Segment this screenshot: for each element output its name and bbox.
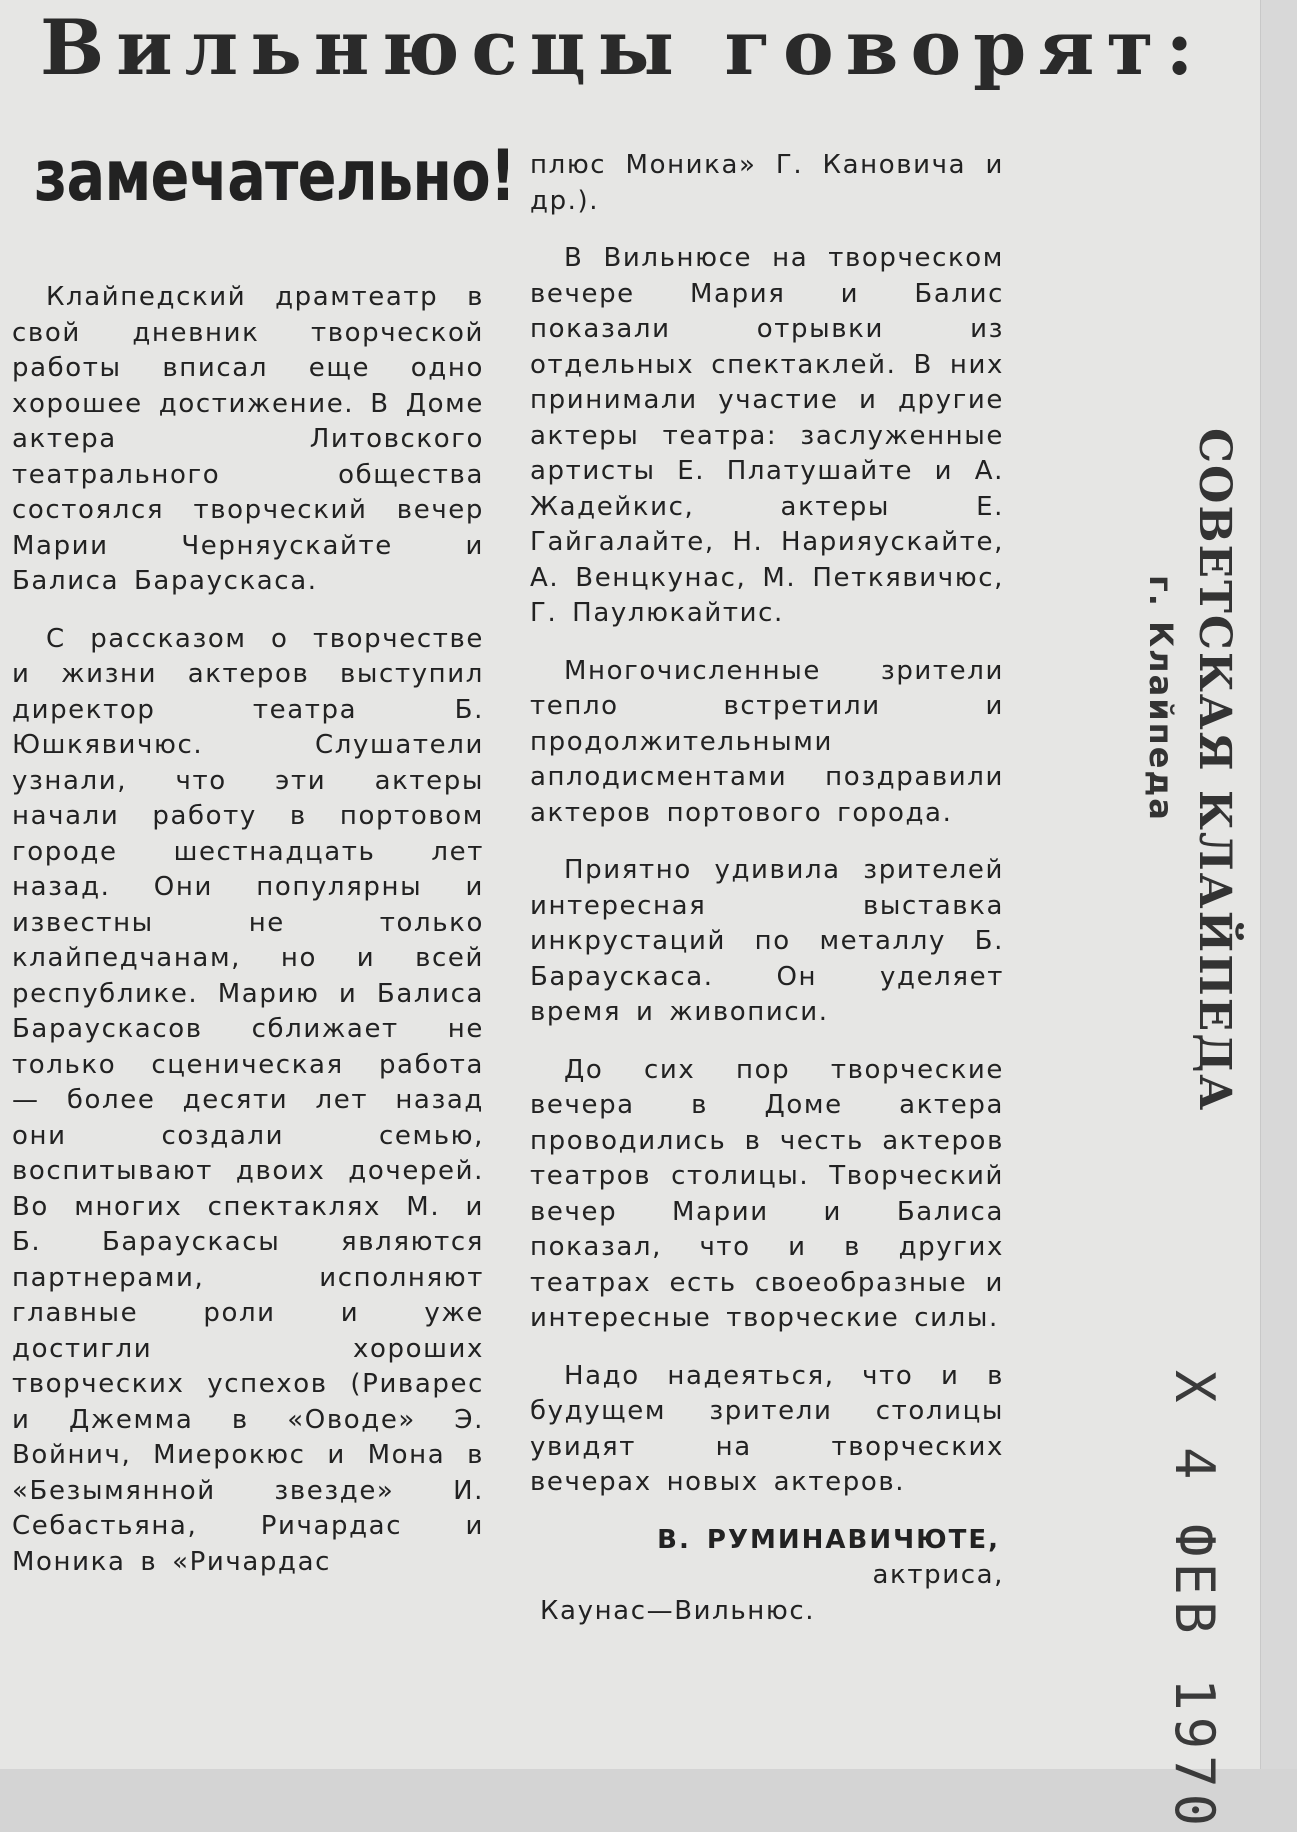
author-place: Каунас—Вильнюс. <box>540 1595 816 1626</box>
author-role: актриса, <box>872 1560 1004 1590</box>
paragraph: С рассказом о творчестве и жизни актеров выступил директор театра Б. Юшкявичюс. Слушатели узнали, что эти актеры начали работу в портовом городе шестнадцать лет назад. Они популярны и известны не только клайпедчанам, но и всей республике. Марию и Балиса Бараускасов сближает не только сценическая работа — более десяти лет назад они создали семью, воспитывают двоих дочерей. Во многих спектаклях М. и Б. Бараускасы являются партнерами, исполняют главные роли и уже достигли хороших творческих успехов (Риварес и Джемма в «Оводе» Э. Войнич, Миерокюс и Мона в «Безымянной звезде» И. Себастьяна, Ричардас и Моника в «Ричардас <box>12 623 484 1577</box>
page-edge <box>1260 0 1297 1769</box>
headline-line-1: Вильнюсцы говорят: <box>40 3 1206 92</box>
article-column-right <box>530 148 1004 1629</box>
headline-line-2: замечательно! <box>34 135 516 217</box>
paragraph: В Вильнюсе на творческом вечере Мария и Балис показали отрывки из отдельных спектаклей. В них принимали участие и другие актеры театра: заслуженные артисты Е. Платушайте и А. Жадейкис, актеры Е. Гайгалайте, Н. Нарияускайте, А. Венцкунас, М. Петкявичюс, Г. Паулюкайтис. <box>530 243 1004 628</box>
newspaper-name-stamp: СОВЕТСКАЯ КЛАЙПЕДА <box>1189 428 1240 1113</box>
paragraph: Приятно удивила зрителей интересная выставка инкрустаций по металлу Б. Бараускаса. Он уделяет время и живописи. <box>530 855 1004 1027</box>
city-stamp: г. Клайпеда <box>1142 575 1180 822</box>
author-name: В. РУМИНАВИЧЮТЕ, <box>657 1524 1000 1555</box>
paragraph: Клайпедский драмтеатр в свой дневник творческой работы вписал еще одно хорошее достижение. В Доме актера Литовского театрального общества состоялся творческий вечер Марии Черняускайте и Балиса Бараускаса. <box>12 282 484 596</box>
paragraph: До сих пор творческие вечера в Доме актера проводились в честь актеров театров столицы. Творческий вечер Марии и Балиса показал, что и в других театрах есть своеобразные и интересные творческие силы. <box>530 1054 1004 1333</box>
date-stamp: Х 4 ФЕВ 1970 <box>1163 1370 1226 1832</box>
article-column-left <box>12 280 484 1602</box>
paragraph-continuation: плюс Моника» Г. Кановича и др.). <box>530 150 1004 216</box>
paragraph: Многочисленные зрители тепло встретили и продолжительными аплодисментами поздравили актеров портового города. <box>530 655 1004 828</box>
paragraph: Надо надеяться, что и в будущем зрители столицы увидят на творческих вечерах новых актеров. <box>530 1360 1004 1497</box>
